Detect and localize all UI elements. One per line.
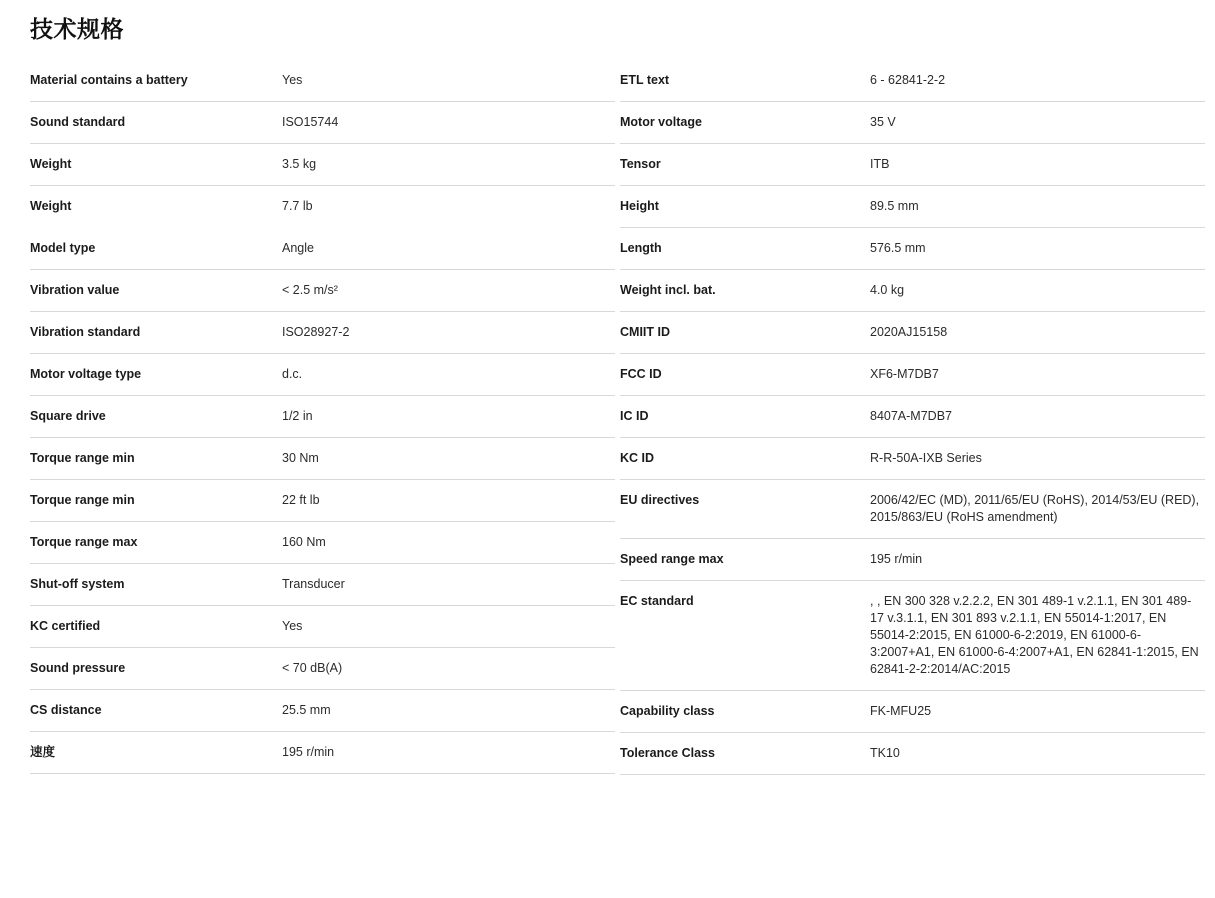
spec-value: Yes [282, 619, 303, 633]
spec-value: 4.0 kg [870, 283, 905, 297]
spec-label: Square drive [30, 409, 106, 423]
spec-label: Capability class [620, 704, 715, 718]
spec-value: Angle [282, 241, 314, 255]
spec-value: 1/2 in [282, 409, 313, 423]
spec-value: 89.5 mm [870, 199, 919, 213]
spec-value: TK10 [870, 746, 900, 760]
spec-value: XF6-M7DB7 [870, 367, 939, 381]
spec-label: Weight [30, 157, 72, 171]
spec-row [30, 732, 615, 774]
spec-label: CS distance [30, 703, 102, 717]
spec-value: R-R-50A-IXB Series [870, 451, 982, 465]
spec-value: 3.5 kg [282, 157, 317, 171]
spec-value: ISO28927-2 [282, 325, 350, 339]
spec-label: IC ID [620, 409, 649, 423]
spec-row [30, 102, 615, 144]
page-title: 技术规格 [30, 16, 124, 42]
spec-label: Sound pressure [30, 661, 126, 675]
spec-row [30, 144, 615, 186]
spec-label: EC standard [620, 594, 694, 608]
spec-value: 2020AJ15158 [870, 325, 948, 339]
spec-row [620, 581, 1205, 691]
spec-column-left [30, 60, 615, 774]
spec-value: 6 - 62841-2-2 [870, 73, 946, 87]
spec-value: ITB [870, 157, 890, 171]
spec-label: Motor voltage type [30, 367, 142, 381]
spec-value: 195 r/min [870, 552, 923, 566]
spec-row [620, 270, 1205, 312]
spec-label: Shut-off system [30, 577, 125, 591]
spec-label: Speed range max [620, 552, 724, 566]
spec-label: 速度 [30, 745, 56, 759]
spec-row [620, 438, 1205, 480]
spec-value: d.c. [282, 367, 303, 381]
spec-row [30, 354, 615, 396]
spec-label: Sound standard [30, 115, 126, 129]
spec-row [620, 354, 1205, 396]
spec-value: Transducer [282, 577, 345, 591]
spec-row [30, 186, 615, 228]
spec-value: Yes [282, 73, 303, 87]
spec-row [620, 60, 1205, 102]
spec-label: Length [620, 241, 662, 255]
spec-value: < 2.5 m/s² [282, 283, 338, 297]
spec-label: EU directives [620, 493, 700, 507]
spec-value: 2006/42/EC (MD), 2011/65/EU (RoHS), 2014/53/EU (RED), 2015/863/EU (RoHS amendment) [870, 493, 1200, 524]
spec-row [620, 539, 1205, 581]
spec-row [30, 228, 615, 270]
spec-row [30, 396, 615, 438]
spec-value: < 70 dB(A) [282, 661, 343, 675]
spec-value: FK-MFU25 [870, 704, 932, 718]
spec-label: Tolerance Class [620, 746, 715, 760]
spec-row [30, 60, 615, 102]
spec-value: 22 ft lb [282, 493, 320, 507]
spec-row [620, 396, 1205, 438]
spec-row [620, 186, 1205, 228]
spec-label: Material contains a battery [30, 73, 188, 87]
spec-value: 7.7 lb [282, 199, 313, 213]
spec-label: Torque range min [30, 493, 135, 507]
spec-row [30, 648, 615, 690]
spec-row [620, 480, 1205, 539]
spec-row [30, 564, 615, 606]
spec-row [620, 691, 1205, 733]
spec-row [620, 228, 1205, 270]
spec-label: CMIIT ID [620, 325, 670, 339]
spec-label: Weight incl. bat. [620, 283, 716, 297]
spec-row [30, 522, 615, 564]
spec-label: Torque range min [30, 451, 135, 465]
spec-value: 35 V [870, 115, 896, 129]
spec-row [30, 480, 615, 522]
spec-value: ISO15744 [282, 115, 339, 129]
spec-label: FCC ID [620, 367, 662, 381]
spec-value: , , EN 300 328 v.2.2.2, EN 301 489-1 v.2.1.1, EN 301 489-17 v.3.1.1, EN 301 893 v.2.1.1, EN 55014-1:2017, EN 55014-2:2015, EN 61000-6-2:2019, EN 61000-6-3:2007+A1, EN 61000-6-4:2007+A1, EN 62841-1:2015, EN 62841-2-2:2014/AC:2015 [870, 594, 1199, 676]
spec-label: Height [620, 199, 659, 213]
spec-label: ETL text [620, 73, 670, 87]
spec-value: 195 r/min [282, 745, 335, 759]
spec-label: Model type [30, 241, 96, 255]
spec-value: 30 Nm [282, 451, 319, 465]
spec-row [620, 733, 1205, 775]
spec-row [30, 606, 615, 648]
spec-value: 160 Nm [282, 535, 326, 549]
spec-columns [30, 60, 1200, 775]
spec-row [30, 270, 615, 312]
spec-row [620, 102, 1205, 144]
spec-label: Vibration value [30, 283, 120, 297]
spec-label: Vibration standard [30, 325, 141, 339]
spec-value: 8407A-M7DB7 [870, 409, 952, 423]
spec-label: Weight [30, 199, 72, 213]
spec-value: 576.5 mm [870, 241, 926, 255]
spec-row [620, 312, 1205, 354]
spec-row [30, 312, 615, 354]
spec-row [30, 690, 615, 732]
spec-label: Motor voltage [620, 115, 702, 129]
spec-label: KC ID [620, 451, 655, 465]
spec-label: Tensor [620, 157, 661, 171]
spec-label: Torque range max [30, 535, 138, 549]
spec-label: KC certified [30, 619, 101, 633]
spec-column-right [620, 60, 1205, 775]
spec-row [620, 144, 1205, 186]
spec-row [30, 438, 615, 480]
spec-value: 25.5 mm [282, 703, 331, 717]
